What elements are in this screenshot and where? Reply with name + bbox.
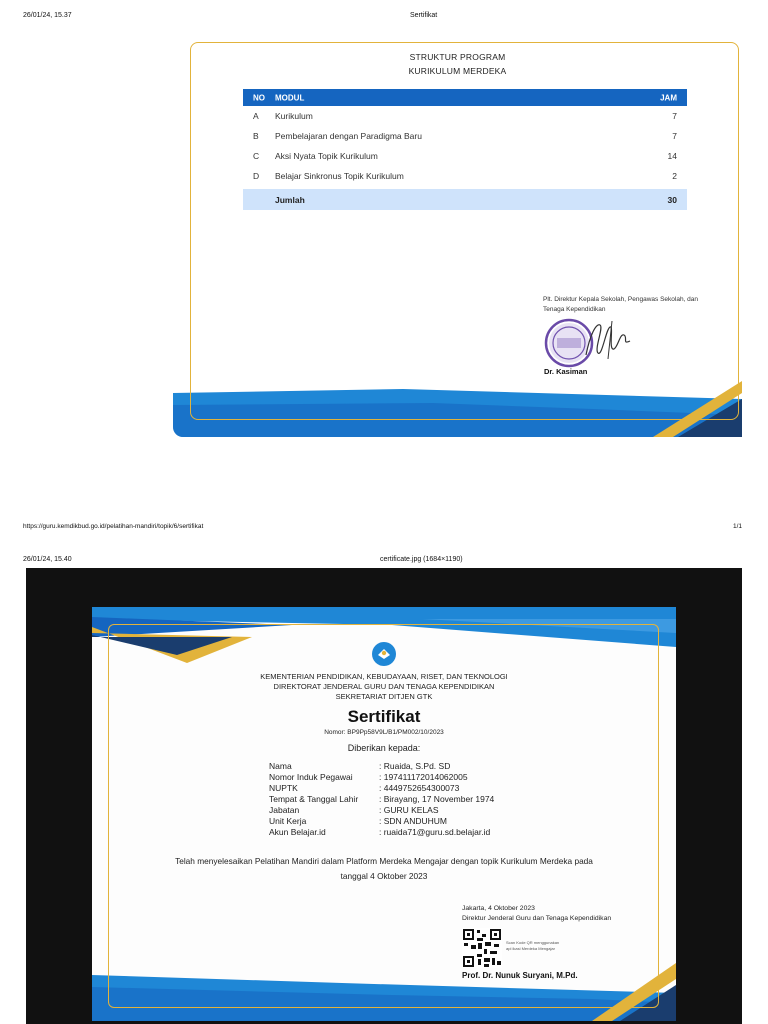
table-header — [243, 89, 687, 106]
row-jam: 7 — [672, 111, 677, 121]
row-jam: 7 — [672, 131, 677, 141]
row-no: D — [253, 171, 260, 181]
col-no-header: NO — [253, 93, 265, 102]
certificate-title: Sertifikat — [347, 707, 421, 726]
program-structure-card — [173, 33, 742, 437]
institution-line1: KEMENTERIAN PENDIDIKAN, KEBUDAYAAN, RISET, DAN TEKNOLOGI — [260, 672, 508, 681]
detail-label: Nomor Induk Pegawai — [269, 772, 353, 782]
detail-label: Akun Belajar.id — [269, 827, 326, 837]
table-row — [243, 146, 687, 166]
table-row — [243, 126, 687, 146]
row-modul: Pembelajaran dengan Paradigma Baru — [275, 131, 422, 141]
col-jam-header: JAM — [660, 93, 677, 102]
row-modul: Kurikulum — [275, 111, 313, 121]
detail-label: Tempat & Tanggal Lahir — [269, 794, 359, 804]
signer-name: Dr. Kasiman — [544, 367, 588, 376]
signer-title-line2: Tenaga Kependidikan — [543, 306, 606, 313]
place-date: Jakarta, 4 Oktober 2023 — [462, 905, 535, 912]
statement-line1: Telah menyelesaikan Pelatihan Mandiri dalam Platform Merdeka Mengajar dengan topik Kurikulum Merdeka pada — [175, 856, 593, 866]
qr-note-line2: apl ikasi Merdeka Mengajar — [506, 946, 555, 951]
detail-value: : SDN ANDUHUM — [379, 816, 448, 826]
total-label: Jumlah — [275, 194, 305, 205]
row-no: A — [253, 111, 259, 121]
print-title: Sertifikat — [410, 12, 438, 19]
print-title-2: certificate.jpg (1684×1190) — [380, 556, 463, 563]
certificate-number: Nomor: BP9Pp58V9L/B1/PM002/10/2023 — [324, 729, 444, 736]
col-modul-header: MODUL — [275, 93, 305, 102]
print-timestamp-2: 26/01/24, 15.40 — [23, 556, 72, 563]
table-row — [243, 166, 687, 186]
print-timestamp: 26/01/24, 15.37 — [23, 12, 72, 19]
detail-value: : ruaida71@guru.sd.belajar.id — [379, 827, 491, 837]
row-modul: Belajar Sinkronus Topik Kurikulum — [275, 171, 404, 181]
footer-url: https://guru.kemdikbud.go.id/pelatihan-mandiri/topik/6/sertifikat — [23, 523, 204, 530]
row-modul: Aksi Nyata Topik Kurikulum — [275, 151, 378, 161]
detail-label: Jabatan — [269, 805, 300, 815]
signer-name: Prof. Dr. Nunuk Suryani, M.Pd. — [462, 971, 578, 980]
detail-label: Nama — [269, 761, 292, 771]
institution-line2: DIREKTORAT JENDERAL GURU DAN TENAGA KEPENDIDIKAN — [273, 682, 495, 691]
qr-note-line1: Scan Kode QR menggunakan — [506, 940, 560, 945]
detail-value: : 4449752654300073 — [379, 783, 460, 793]
row-jam: 14 — [667, 151, 677, 161]
detail-value: : Ruaida, S.Pd. SD — [379, 761, 451, 771]
heading-line2: KURIKULUM MERDEKA — [408, 66, 507, 76]
row-jam: 2 — [672, 171, 677, 181]
institution-line3: SEKRETARIAT DITJEN GTK — [335, 692, 433, 701]
total-row — [243, 189, 687, 210]
qr-code-icon — [462, 928, 502, 968]
heading-line1: STRUKTUR PROGRAM — [409, 52, 506, 62]
detail-value: : 197411172014062005 — [379, 772, 468, 782]
detail-value: : GURU KELAS — [379, 805, 439, 815]
table-row — [243, 106, 687, 126]
detail-label: Unit Kerja — [269, 816, 307, 826]
module-table — [243, 89, 687, 210]
footer-page-number: 1/1 — [733, 523, 743, 530]
signer-title: Direktur Jenderal Guru dan Tenaga Kependidikan — [462, 915, 612, 922]
detail-label: NUPTK — [269, 783, 298, 793]
detail-value: : Birayang, 17 November 1974 — [379, 794, 495, 804]
tut-wuri-handayani-logo-icon — [371, 641, 397, 667]
row-no: B — [253, 131, 259, 141]
signer-title-line1: Plt. Direktur Kepala Sekolah, Pengawas Sekolah, dan — [543, 296, 699, 303]
signature-icon — [578, 315, 638, 365]
given-to-label: Diberikan kepada: — [347, 743, 421, 753]
row-no: C — [253, 151, 260, 161]
total-value: 30 — [667, 194, 677, 205]
certificate — [92, 607, 676, 1021]
statement-line2: tanggal 4 Oktober 2023 — [340, 871, 428, 881]
